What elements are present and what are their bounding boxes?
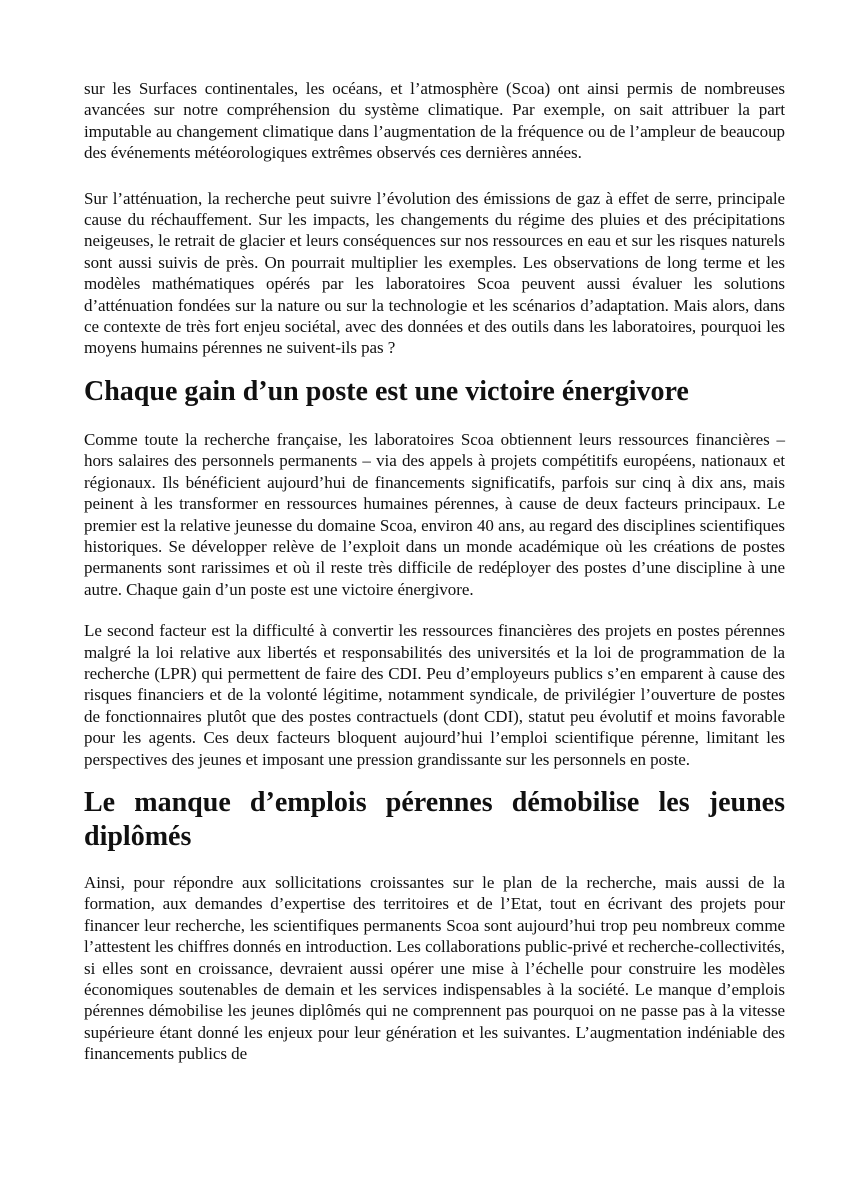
section-heading-2: Le manque d’emplois pérennes démobilise les jeunes diplômés (84, 786, 785, 852)
section-heading-1: Chaque gain d’un poste est une victoire énergivore (84, 375, 689, 407)
paragraph-intro-1: sur les Surfaces continentales, les océans, et l’atmosphère (Scoa) ont ainsi permis de nombreuses avancées sur notre compréhension du système climatique. Par exemple, on sait attribuer la part imputable au changement climatique dans l’augmentation de la fréquence ou de l’ampleur de beaucoup des événements météorologiques extrêmes observés ces dernières années. (84, 79, 785, 163)
paragraph-intro-2: Sur l’atténuation, la recherche peut suivre l’évolution des émissions de gaz à effet de serre, principale cause du réchauffement. Sur les impacts, les changements du régime des pluies et des précipitations neigeuses, le retrait de glacier et leurs conséquences sur nos ressources en eau et sur les risques naturels sont aussi suivis de près. On pourrait multiplier les exemples. Les observations de long terme et les modèles mathématiques opérés par les laboratoires Scoa peuvent aussi évaluer les solutions d’atténuation fondées sur la nature ou sur la technologie et les scénarios d’adaptation. Mais alors, dans ce contexte de très fort enjeu sociétal, avec des données et des outils dans les laboratoires, pourquoi les moyens humains pérennes ne suivent-ils pas ? (84, 188, 785, 358)
document-body (84, 78, 785, 1089)
paragraph-section1-1: Comme toute la recherche française, les laboratoires Scoa obtiennent leurs ressources financières – hors salaires des personnels permanents – via des appels à projets compétitifs européens, nationaux et régionaux. Ils bénéficient aujourd’hui de financements significatifs, parfois sur cinq à dix ans, mais peinent à les transformer en ressources humaines pérennes, à cause de deux facteurs principaux. Le premier est la relative jeunesse du domaine Scoa, environ 40 ans, au regard des disciplines scientifiques historiques. Se développer relève de l’exploit dans un monde académique où les créations de postes permanents sont rarissimes et où il reste très difficile de redéployer des postes d’une discipline à une autre. Chaque gain d’un poste est une victoire énergivore. (84, 429, 785, 599)
paragraph-section2-1: Ainsi, pour répondre aux sollicitations croissantes sur le plan de la recherche, mais aussi de la formation, aux demandes d’expertise des territoires et de l’Etat, tout en écrivant des projets pour financer leur recherche, les scientifiques permanents Scoa sont aujourd’hui trop peu nombreux comme l’attestent les chiffres donnés en introduction. Les collaborations public-privé et recherche-collectivités, si elles sont en croissance, devraient aussi opérer une mise à l’échelle pour construire les modèles économiques soutenables de demain et les services indispensables à la société. Le manque d’emplois pérennes démobilise les jeunes diplômés qui ne comprennent pas pourquoi on ne passe pas à la vitesse supérieure étant donné les enjeux pour leur génération et les suivantes. L’augmentation indéniable des financements publics de (84, 872, 785, 1064)
paragraph-section1-2: Le second facteur est la difficulté à convertir les ressources financières des projets en postes pérennes malgré la loi relative aux libertés et responsabilités des universités et la loi de programmation de la recherche (LPR) qui permettent de faire des CDI. Peu d’employeurs publics s’en emparent à cause des risques financiers et de la volonté légitime, notamment syndicale, de privilégier l’ouverture de postes de fonctionnaires plutôt que des postes contractuels (dont CDI), statut peu évolutif et moins favorable pour les agents. Ces deux facteurs bloquent aujourd’hui l’emploi scientifique pérenne, limitant les perspectives des jeunes et imposant une pression grandissante sur les personnels en poste. (84, 621, 785, 769)
